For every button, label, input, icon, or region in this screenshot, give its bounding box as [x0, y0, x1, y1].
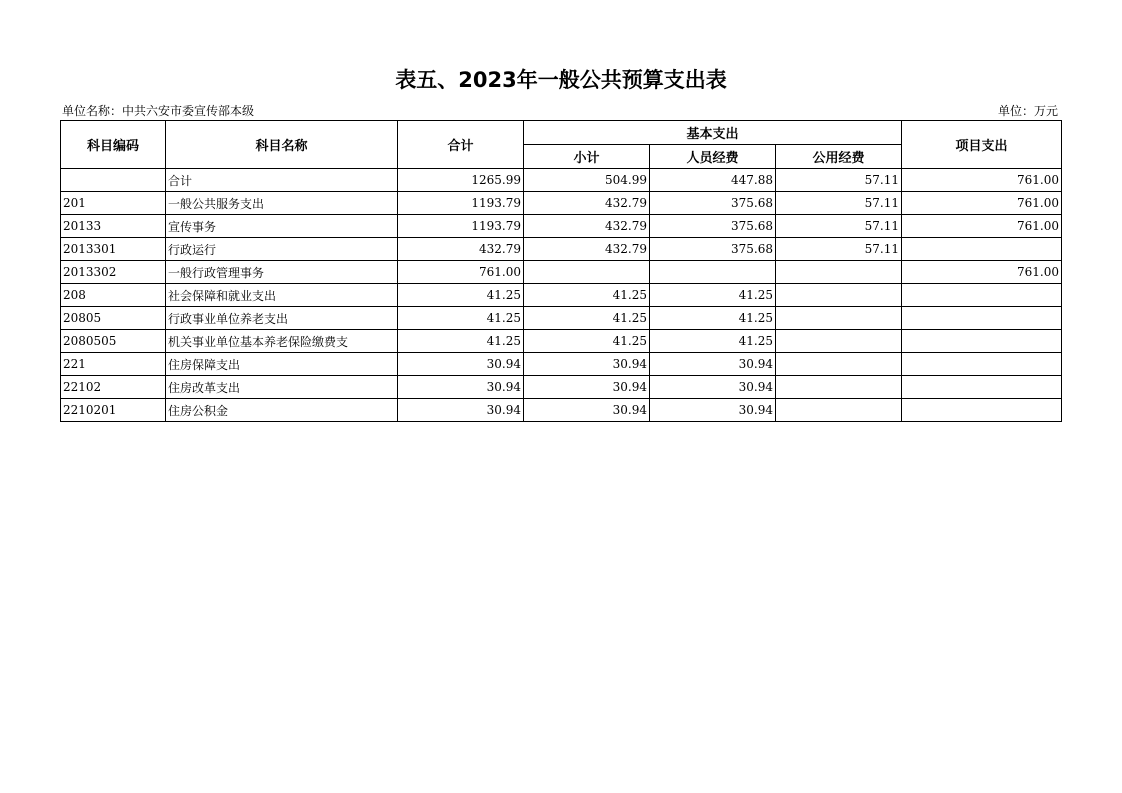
cell-total: 1265.99 [398, 169, 524, 192]
header-subtotal: 小计 [524, 145, 650, 169]
cell-project: 761.00 [902, 192, 1062, 215]
cell-name: 住房公积金 [166, 399, 398, 422]
header-basic: 基本支出 [524, 121, 902, 145]
cell-code: 201 [61, 192, 166, 215]
cell-name: 住房保障支出 [166, 353, 398, 376]
cell-public: 57.11 [776, 238, 902, 261]
header-public: 公用经费 [776, 145, 902, 169]
cell-personnel [650, 261, 776, 284]
cell-total: 41.25 [398, 330, 524, 353]
cell-name: 行政运行 [166, 238, 398, 261]
header-total: 合计 [398, 121, 524, 169]
cell-public: 57.11 [776, 169, 902, 192]
cell-public [776, 307, 902, 330]
cell-code: 221 [61, 353, 166, 376]
header-code: 科目编码 [61, 121, 166, 169]
cell-project [902, 307, 1062, 330]
cell-total: 30.94 [398, 353, 524, 376]
cell-code: 2210201 [61, 399, 166, 422]
cell-code: 2013301 [61, 238, 166, 261]
cell-total: 761.00 [398, 261, 524, 284]
header-project: 项目支出 [902, 121, 1062, 169]
cell-subtotal: 504.99 [524, 169, 650, 192]
cell-project [902, 330, 1062, 353]
cell-subtotal: 41.25 [524, 307, 650, 330]
cell-total: 30.94 [398, 376, 524, 399]
cell-code: 22102 [61, 376, 166, 399]
cell-subtotal: 30.94 [524, 399, 650, 422]
header-personnel: 人员经费 [650, 145, 776, 169]
cell-name: 一般行政管理事务 [166, 261, 398, 284]
cell-project [902, 284, 1062, 307]
cell-personnel: 30.94 [650, 376, 776, 399]
table-row [61, 399, 1062, 422]
cell-code: 2013302 [61, 261, 166, 284]
cell-name: 合计 [166, 169, 398, 192]
cell-total: 1193.79 [398, 215, 524, 238]
cell-subtotal: 432.79 [524, 215, 650, 238]
table-row [61, 353, 1062, 376]
cell-public: 57.11 [776, 215, 902, 238]
cell-project [902, 399, 1062, 422]
header-name: 科目名称 [166, 121, 398, 169]
cell-public [776, 353, 902, 376]
cell-project: 761.00 [902, 169, 1062, 192]
table-row [61, 169, 1062, 192]
cell-name: 社会保障和就业支出 [166, 284, 398, 307]
cell-code: 208 [61, 284, 166, 307]
cell-code [61, 169, 166, 192]
cell-personnel: 41.25 [650, 284, 776, 307]
cell-public: 57.11 [776, 192, 902, 215]
table-row [61, 261, 1062, 284]
cell-personnel: 30.94 [650, 353, 776, 376]
cell-personnel: 375.68 [650, 192, 776, 215]
cell-personnel: 375.68 [650, 238, 776, 261]
cell-personnel: 375.68 [650, 215, 776, 238]
cell-subtotal: 432.79 [524, 238, 650, 261]
cell-name: 住房改革支出 [166, 376, 398, 399]
cell-public [776, 399, 902, 422]
cell-name: 一般公共服务支出 [166, 192, 398, 215]
table-row [61, 376, 1062, 399]
cell-total: 30.94 [398, 399, 524, 422]
table-row [61, 215, 1062, 238]
unit-label: 单位：万元 [997, 104, 1058, 118]
cell-subtotal: 432.79 [524, 192, 650, 215]
cell-personnel: 447.88 [650, 169, 776, 192]
budget-expenditure-table [60, 120, 1062, 422]
unit-name-label: 单位名称：中共六安市委宣传部本级 [62, 104, 255, 118]
table-row [61, 284, 1062, 307]
cell-project [902, 353, 1062, 376]
table-row [61, 192, 1062, 215]
cell-subtotal: 30.94 [524, 353, 650, 376]
cell-subtotal: 41.25 [524, 330, 650, 353]
cell-total: 432.79 [398, 238, 524, 261]
cell-code: 2080505 [61, 330, 166, 353]
cell-personnel: 41.25 [650, 307, 776, 330]
page-title: 表五、2023年一般公共预算支出表 [395, 68, 727, 92]
cell-name: 行政事业单位养老支出 [166, 307, 398, 330]
cell-public [776, 330, 902, 353]
cell-code: 20805 [61, 307, 166, 330]
cell-project: 761.00 [902, 261, 1062, 284]
table-row [61, 238, 1062, 261]
table-row [61, 330, 1062, 353]
cell-subtotal [524, 261, 650, 284]
cell-personnel: 41.25 [650, 330, 776, 353]
cell-public [776, 261, 902, 284]
cell-public [776, 284, 902, 307]
header-row [61, 121, 1062, 145]
cell-project [902, 376, 1062, 399]
cell-project [902, 238, 1062, 261]
cell-project: 761.00 [902, 215, 1062, 238]
cell-total: 1193.79 [398, 192, 524, 215]
cell-subtotal: 30.94 [524, 376, 650, 399]
cell-subtotal: 41.25 [524, 284, 650, 307]
cell-code: 20133 [61, 215, 166, 238]
cell-name: 机关事业单位基本养老保险缴费支 [166, 330, 398, 353]
table-row [61, 307, 1062, 330]
cell-public [776, 376, 902, 399]
cell-personnel: 30.94 [650, 399, 776, 422]
cell-name: 宣传事务 [166, 215, 398, 238]
cell-total: 41.25 [398, 307, 524, 330]
cell-total: 41.25 [398, 284, 524, 307]
